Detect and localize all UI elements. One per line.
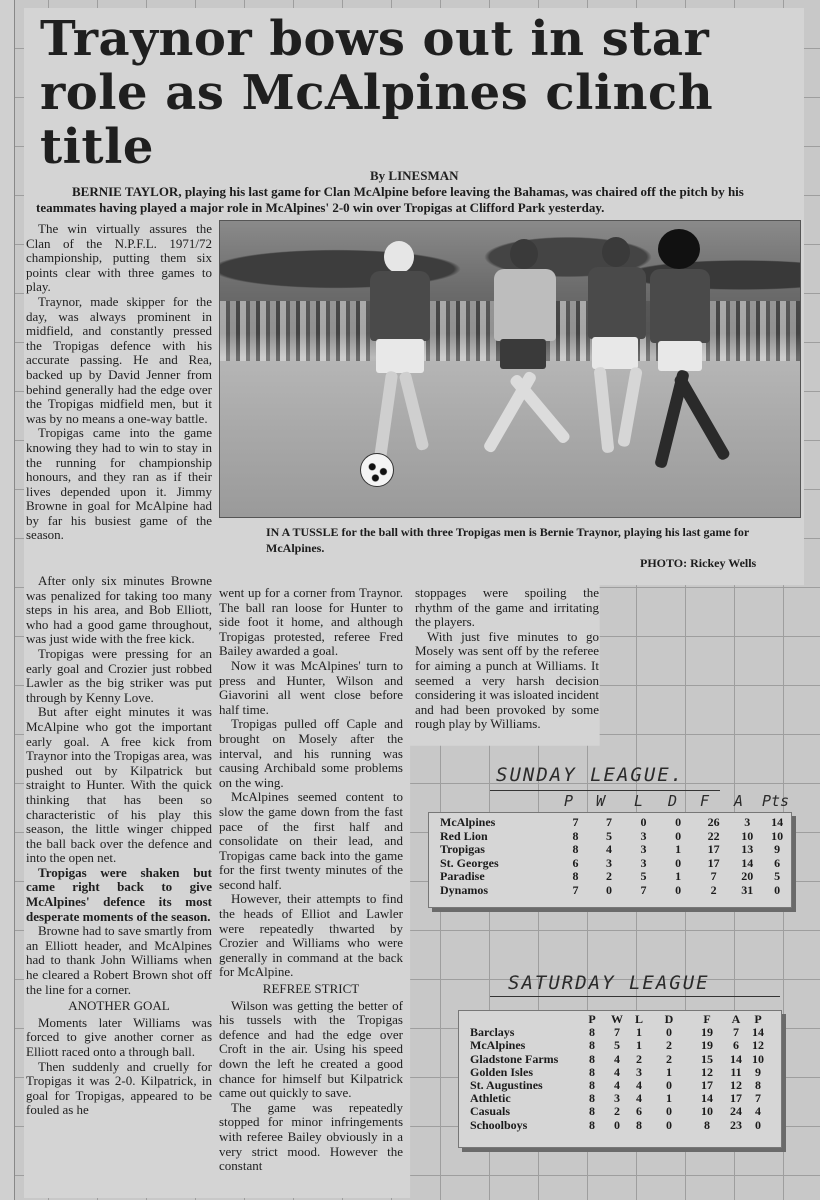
stat-cell: 4: [614, 1051, 620, 1066]
team-name-cell: Schoolboys: [470, 1117, 528, 1132]
team-name-cell: St. Augustines: [470, 1078, 543, 1093]
stat-cell: 4: [636, 1091, 642, 1106]
col-header: F: [700, 792, 710, 810]
stat-cell: 0: [606, 882, 613, 897]
team-name-cell: St. Georges: [440, 855, 499, 870]
stat-cell: 8: [636, 1117, 642, 1132]
sunday-league-header: [560, 792, 800, 812]
stat-cell: 0: [675, 855, 682, 870]
saturday-league-title: SATURDAY LEAGUE: [508, 972, 710, 994]
stat-cell: 9: [774, 842, 781, 857]
stat-cell: 24: [730, 1104, 742, 1119]
stat-cell: 1: [666, 1064, 672, 1079]
stat-cell: 3: [640, 855, 647, 870]
photo-caption: IN A TUSSLE for the ball with three Tropigas men is Bernie Traynor, playing his last game for McAlpines.: [266, 525, 749, 555]
stat-cell: 2: [666, 1051, 672, 1066]
stat-cell: 8: [572, 828, 579, 843]
col-header: D: [664, 1012, 674, 1026]
stat-cell: 0: [666, 1078, 672, 1093]
stat-cell: 8: [755, 1078, 761, 1093]
stat-cell: 4: [614, 1078, 620, 1093]
table-row: [467, 1119, 769, 1132]
article-paragraph: went up for a corner from Traynor. The ball ran loose for Hunter to side foot it home, and although Tropigas protested, referee Fred Bailey awarded a goal.: [219, 585, 403, 659]
stat-cell: 14: [701, 1091, 713, 1106]
stat-cell: 13: [741, 842, 754, 857]
stat-cell: 17: [730, 1091, 742, 1106]
table-row: [467, 1053, 769, 1066]
stat-cell: 7: [572, 815, 579, 829]
stat-cell: 5: [606, 828, 613, 843]
col-header: L: [634, 792, 644, 810]
team-name-cell: Casuals: [470, 1104, 511, 1119]
stat-cell: 8: [589, 1117, 595, 1132]
table-row: [437, 870, 791, 884]
stat-cell: 8: [589, 1064, 595, 1079]
team-name-cell: Athletic: [470, 1091, 511, 1106]
col-header: D: [668, 792, 678, 810]
stat-cell: 2: [636, 1051, 642, 1066]
article-column-1-continued: [26, 574, 212, 1118]
stat-cell: 19: [701, 1025, 713, 1040]
stat-cell: 8: [589, 1038, 595, 1053]
stat-cell: 12: [701, 1064, 713, 1079]
stat-cell: 10: [771, 828, 784, 843]
stat-cell: 4: [636, 1078, 642, 1093]
stat-cell: 8: [589, 1025, 595, 1040]
team-name-cell: Red Lion: [440, 828, 488, 843]
article-paragraph: Moments later Williams was forced to give another corner as Elliott raced onto a through ball.: [26, 1014, 212, 1059]
article-paragraph: Tropigas pulled off Caple and brought on Mosely after the interval, and his running was causing Archibald some problems on the wing.: [219, 716, 403, 790]
stat-cell: 1: [666, 1091, 672, 1106]
team-name-cell: Tropigas: [440, 842, 485, 857]
stat-cell: 0: [666, 1104, 672, 1119]
stat-cell: 8: [589, 1091, 595, 1106]
col-header: A: [731, 1012, 741, 1026]
match-photo: [219, 220, 801, 518]
col-header: W: [611, 1012, 623, 1026]
stat-cell: 2: [710, 882, 717, 897]
stat-cell: 7: [606, 815, 613, 829]
stat-cell: 1: [675, 869, 682, 884]
stat-cell: 26: [707, 815, 720, 829]
photo-credit: PHOTO: Rickey Wells: [640, 556, 757, 570]
table-row: [437, 884, 791, 898]
stat-cell: 20: [741, 869, 754, 884]
stat-cell: 8: [589, 1051, 595, 1066]
stat-cell: 2: [614, 1104, 620, 1119]
team-name-cell: Gladstone Farms: [470, 1051, 559, 1066]
table-row: [467, 1105, 769, 1118]
stat-cell: 2: [606, 869, 613, 884]
stat-cell: 0: [666, 1117, 672, 1132]
stat-cell: 0: [666, 1025, 672, 1040]
stat-cell: 8: [572, 869, 579, 884]
stat-cell: 3: [606, 855, 613, 870]
stat-cell: 2: [666, 1038, 672, 1053]
article-paragraph: McAlpines seemed content to slow the game down from the fast pace of the first half and consolidate on their lead, and Tropigas came back into the game for the first twenty minutes of the second half.: [219, 789, 403, 892]
article-paragraph: Tropigas came into the game knowing they had to win to stay in the running for championship honours, and they ran as if their lives depended upon it. Jimmy Browne in goal for McAlpine had by far his busiest game of the season.: [26, 425, 212, 543]
table-row: [437, 816, 791, 830]
stat-cell: 17: [701, 1078, 713, 1093]
intro-paragraph: BERNIE TAYLOR, playing his last game for Clan McAlpine before leaving the Bahamas, was chaired off the pitch by his teammates having played a major role in McAlpines' 2-0 win over Tropigas at Clifford Park yesterday.: [36, 184, 744, 215]
team-name-cell: Golden Isles: [470, 1064, 534, 1079]
sunday-league-table: [428, 812, 792, 908]
stat-cell: 8: [589, 1078, 595, 1093]
article-paragraph: However, their attempts to find the heads of Elliot and Lawler were repeatedly thwarted by Crozier and Williams who were generally in command at the back for McAlpine.: [219, 891, 403, 980]
stat-cell: 11: [730, 1064, 742, 1079]
stat-cell: 7: [572, 882, 579, 897]
article-paragraph: With just five minutes to go Mosely was sent off by the referee for aiming a punch at Williams. It seemed a very harsh decision considering it was isloated incident and had been provoked by some rough play by Williams.: [415, 628, 599, 732]
stat-cell: 8: [704, 1117, 710, 1132]
team-name-cell: Barclays: [470, 1025, 515, 1040]
scrapbook-binding: [0, 0, 15, 1200]
stat-cell: 14: [730, 1051, 742, 1066]
article-paragraph: Then suddenly and cruelly for Tropigas it was 2-0. Kilpatrick, in goal for Tropigas, appeared to be fouled as he: [26, 1058, 212, 1118]
article-paragraph: After only six minutes Browne was penalized for taking too many steps in his area, and Bob Elliott, who had a good game throughout, was just wide with the free kick.: [26, 573, 212, 647]
article-paragraph: Wilson was getting the better of his tussels with the Tropigas defence and had the edge over Croft in the air. Using his speed down the left he created a good chance for himself but Kilpatrick came out quickly to save.: [219, 997, 403, 1101]
stat-cell: 14: [752, 1025, 764, 1040]
stat-cell: 31: [741, 882, 754, 897]
byline: By LINESMAN: [370, 168, 459, 183]
stat-cell: 23: [730, 1117, 742, 1132]
title-underline: [490, 790, 720, 791]
article-paragraph: Tropigas were shaken but came right back to give McAlpines' defence its most desperate moments of the season.: [26, 864, 212, 924]
article-column-1: [26, 222, 212, 543]
table-row: [467, 1039, 769, 1052]
stat-cell: 10: [741, 828, 754, 843]
stat-cell: 1: [675, 842, 682, 857]
football: [360, 453, 394, 487]
table-row: [437, 843, 791, 857]
stat-cell: 7: [710, 869, 717, 884]
col-header: L: [634, 1012, 643, 1026]
stat-cell: 0: [755, 1117, 761, 1132]
stat-cell: 6: [733, 1038, 739, 1053]
stat-cell: 4: [614, 1064, 620, 1079]
col-header: P: [754, 1012, 762, 1026]
stat-cell: 6: [636, 1104, 642, 1119]
team-name-cell: McAlpines: [440, 815, 496, 829]
table-row: [437, 830, 791, 844]
stat-cell: 10: [752, 1051, 764, 1066]
title-underline: [490, 996, 780, 997]
stat-cell: 5: [774, 869, 781, 884]
col-header: A: [734, 792, 744, 810]
col-header: Pts: [762, 792, 790, 810]
stat-cell: 7: [733, 1025, 739, 1040]
col-header: P: [588, 1012, 596, 1026]
stat-cell: 0: [675, 815, 682, 829]
article-paragraph: The game was repeatedly stopped for minor infringements with referee Bailey obviously in a very strict mood. However the constant: [219, 1099, 403, 1174]
article-paragraph: Tropigas were pressing for an early goal and Crozier just robbed Lawler as the big striker was put through by Kenny Love.: [26, 645, 212, 705]
standings-table: [467, 1013, 769, 1132]
stat-cell: 4: [606, 842, 613, 857]
stat-cell: 5: [640, 869, 647, 884]
sunday-league-title: SUNDAY LEAGUE.: [496, 764, 685, 786]
article-paragraph: But after eight minutes it was McAlpine who got the important early goal. A free kick from Traynor into the Tropigas area, was pushed out by Kilpatrick but straight to Hunter. With the quick thinking that has been so characteristic of his play this season, the little winger chipped the ball back over the defence and into the open net.: [26, 704, 212, 866]
stat-cell: 17: [707, 842, 720, 857]
standings-table: [437, 816, 791, 898]
col-header: P: [564, 792, 574, 810]
stat-cell: 0: [774, 882, 781, 897]
team-name-cell: Dynamos: [440, 882, 489, 897]
article-paragraph: Now it was McAlpines' turn to press and Hunter, Wilson and Giavorini all went close before half time.: [219, 657, 403, 717]
stat-cell: 7: [755, 1091, 761, 1106]
subhead-referee-strict: REFREE STRICT: [262, 981, 360, 997]
team-name-cell: Paradise: [440, 869, 485, 884]
stat-cell: 8: [572, 842, 579, 857]
stat-cell: 5: [614, 1038, 620, 1053]
stat-cell: 3: [636, 1064, 642, 1079]
stat-cell: 14: [771, 815, 784, 829]
stat-cell: 1: [636, 1038, 642, 1053]
table-row: [437, 857, 791, 871]
col-header: W: [596, 792, 606, 810]
headline: Traynor bows out in star role as McAlpines clinch title: [40, 11, 714, 175]
stat-cell: 4: [755, 1104, 761, 1119]
article-paragraph: Traynor, made skipper for the day, was always prominent in midfield, and constantly pressed the Tropigas defence with his accurate passing. He and Rea, backed up by David Jenner from behind generally had the edge over the Tropigas midfield men, but it was by no means a one-way battle.: [26, 293, 212, 426]
stat-cell: 8: [589, 1104, 595, 1119]
team-name-cell: McAlpines: [470, 1038, 526, 1053]
stat-cell: 1: [636, 1025, 642, 1040]
saturday-league-table: [458, 1010, 782, 1148]
stat-cell: 3: [640, 842, 647, 857]
stat-cell: 19: [701, 1038, 713, 1053]
stat-cell: 17: [707, 855, 720, 870]
stat-cell: 12: [730, 1078, 742, 1093]
stat-cell: 3: [640, 828, 647, 843]
subhead-another-goal: ANOTHER GOAL: [68, 998, 170, 1014]
stat-cell: 6: [572, 855, 579, 870]
article-paragraph: Browne had to save smartly from an Elliott header, and McAlpines had to thank John Williams when he cleared a Robert Brown shot off the line for a corner.: [26, 923, 212, 997]
stat-cell: 15: [701, 1051, 713, 1066]
stat-cell: 9: [755, 1064, 761, 1079]
stat-cell: 3: [614, 1091, 620, 1106]
stat-cell: 14: [741, 855, 754, 870]
stat-cell: 7: [614, 1025, 620, 1040]
stat-cell: 3: [744, 815, 751, 829]
col-header: F: [703, 1012, 711, 1026]
article-column-2: [219, 586, 403, 1174]
stat-cell: 22: [707, 828, 720, 843]
stat-cell: 0: [640, 815, 647, 829]
article-paragraph: The win virtually assures the Clan of the N.P.F.L. 1971/72 championship, putting them six points clear with three games to play.: [26, 221, 212, 295]
stat-cell: 6: [774, 855, 781, 870]
article-column-3: [415, 586, 599, 732]
stat-cell: 0: [675, 882, 682, 897]
stat-cell: 0: [614, 1117, 620, 1132]
stat-cell: 7: [640, 882, 647, 897]
stat-cell: 12: [752, 1038, 764, 1053]
stat-cell: 10: [701, 1104, 713, 1119]
article-paragraph: stoppages were spoiling the rhythm of the game and irritating the players.: [415, 585, 599, 630]
stat-cell: 0: [675, 828, 682, 843]
